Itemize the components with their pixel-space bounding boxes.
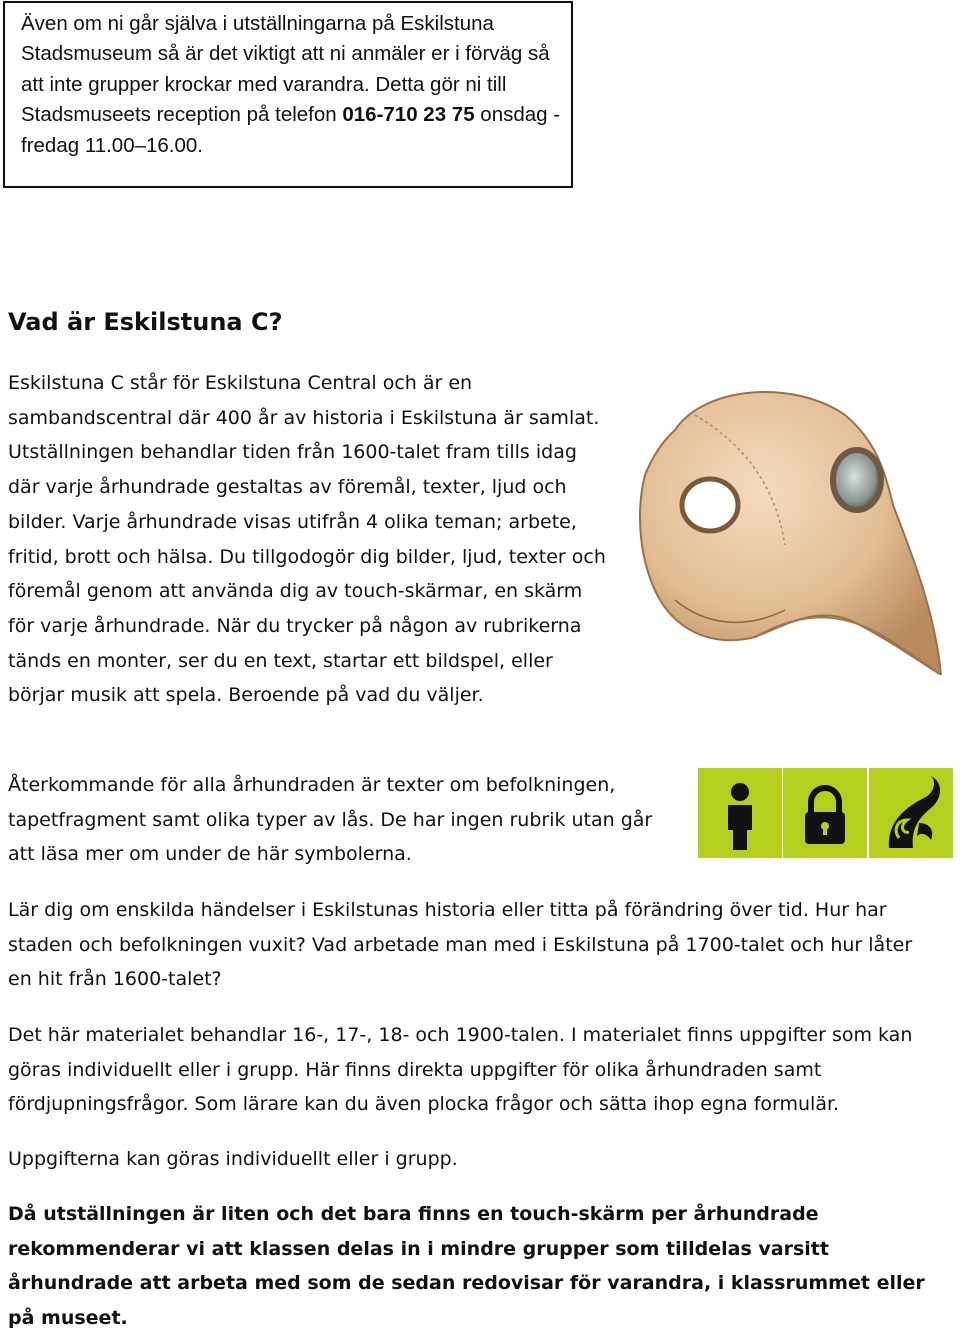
learn-paragraph: Lär dig om enskilda händelser i Eskilstunas historia eller titta på förändring över tid. Hur har staden och befolkningen vuxit? Vad arbetade man med i Eskilstuna på 1700-talet och hur låter en hit från 1600-talet? xyxy=(8,899,913,991)
notice-box xyxy=(3,1,573,188)
plague-mask-image xyxy=(635,375,945,675)
section-heading: Vad är Eskilstuna C? xyxy=(8,308,283,336)
ornament-icon xyxy=(869,768,953,858)
notice-text-end: onsdag - fredag 11.00–16.00. xyxy=(21,103,561,157)
notice-text xyxy=(21,9,566,161)
recommendation-paragraph: Då utställningen är liten och det bara finns en touch-skärm per århundrade rekommenderar vi att klassen delas in i mindre grupper som tilldelas varsitt århundrade att arbeta med som de sedan redovisar för varandra, i klassrummet eller på museet. xyxy=(8,1203,925,1330)
person-icon xyxy=(698,768,782,858)
padlock-icon xyxy=(783,768,867,858)
intro-paragraph: Eskilstuna C står för Eskilstuna Central och är en sambandscentral där 400 år av historia i Eskilstuna är samlat. Utställningen behandlar tiden från 1600-talet fram tills idag där varje århundrade gestaltas av föremål, texter, ljud och bilder. Varje århundrade visas utifrån 4 olika teman; arbete, fritid, brott och hälsa. Du tillgodogör dig bilder, ljud, texter och föremål genom att använda dig av touch-skärmar, en skärm för varje århundrade. När du trycker på någon av rubrikerna tänds en monter, ser du en text, startar ett bildspel, eller börjar musik att spela. Beroende på vad du väljer. xyxy=(8,372,606,707)
recurring-paragraph: Återkommande för alla århundraden är texter om befolkningen, tapetfragment samt olika typer av lås. De har ingen rubrik utan går att läsa mer om under de här symbolerna. xyxy=(8,774,653,866)
notice-text-start: Även om ni går själva i utställningarna på Eskilstuna Stadsmuseum så är det viktigt att ni anmäler er i förväg så att inte grupper krockar med varandra. Detta gör ni till Stadsmuseets reception på telefon xyxy=(21,12,550,127)
tasks-paragraph: Uppgifterna kan göras individuellt eller i grupp. xyxy=(8,1148,458,1170)
phone-number: 016-710 23 75 xyxy=(342,103,475,127)
material-paragraph: Det här materialet behandlar 16-, 17-, 18- och 1900-talen. I materialet finns uppgifter som kan göras individuellt eller i grupp. Här finns direkta uppgifter för olika århundraden samt fördjupningsfrågor. Som lärare kan du även plocka frågor och sätta ihop egna formulär. xyxy=(8,1024,913,1116)
